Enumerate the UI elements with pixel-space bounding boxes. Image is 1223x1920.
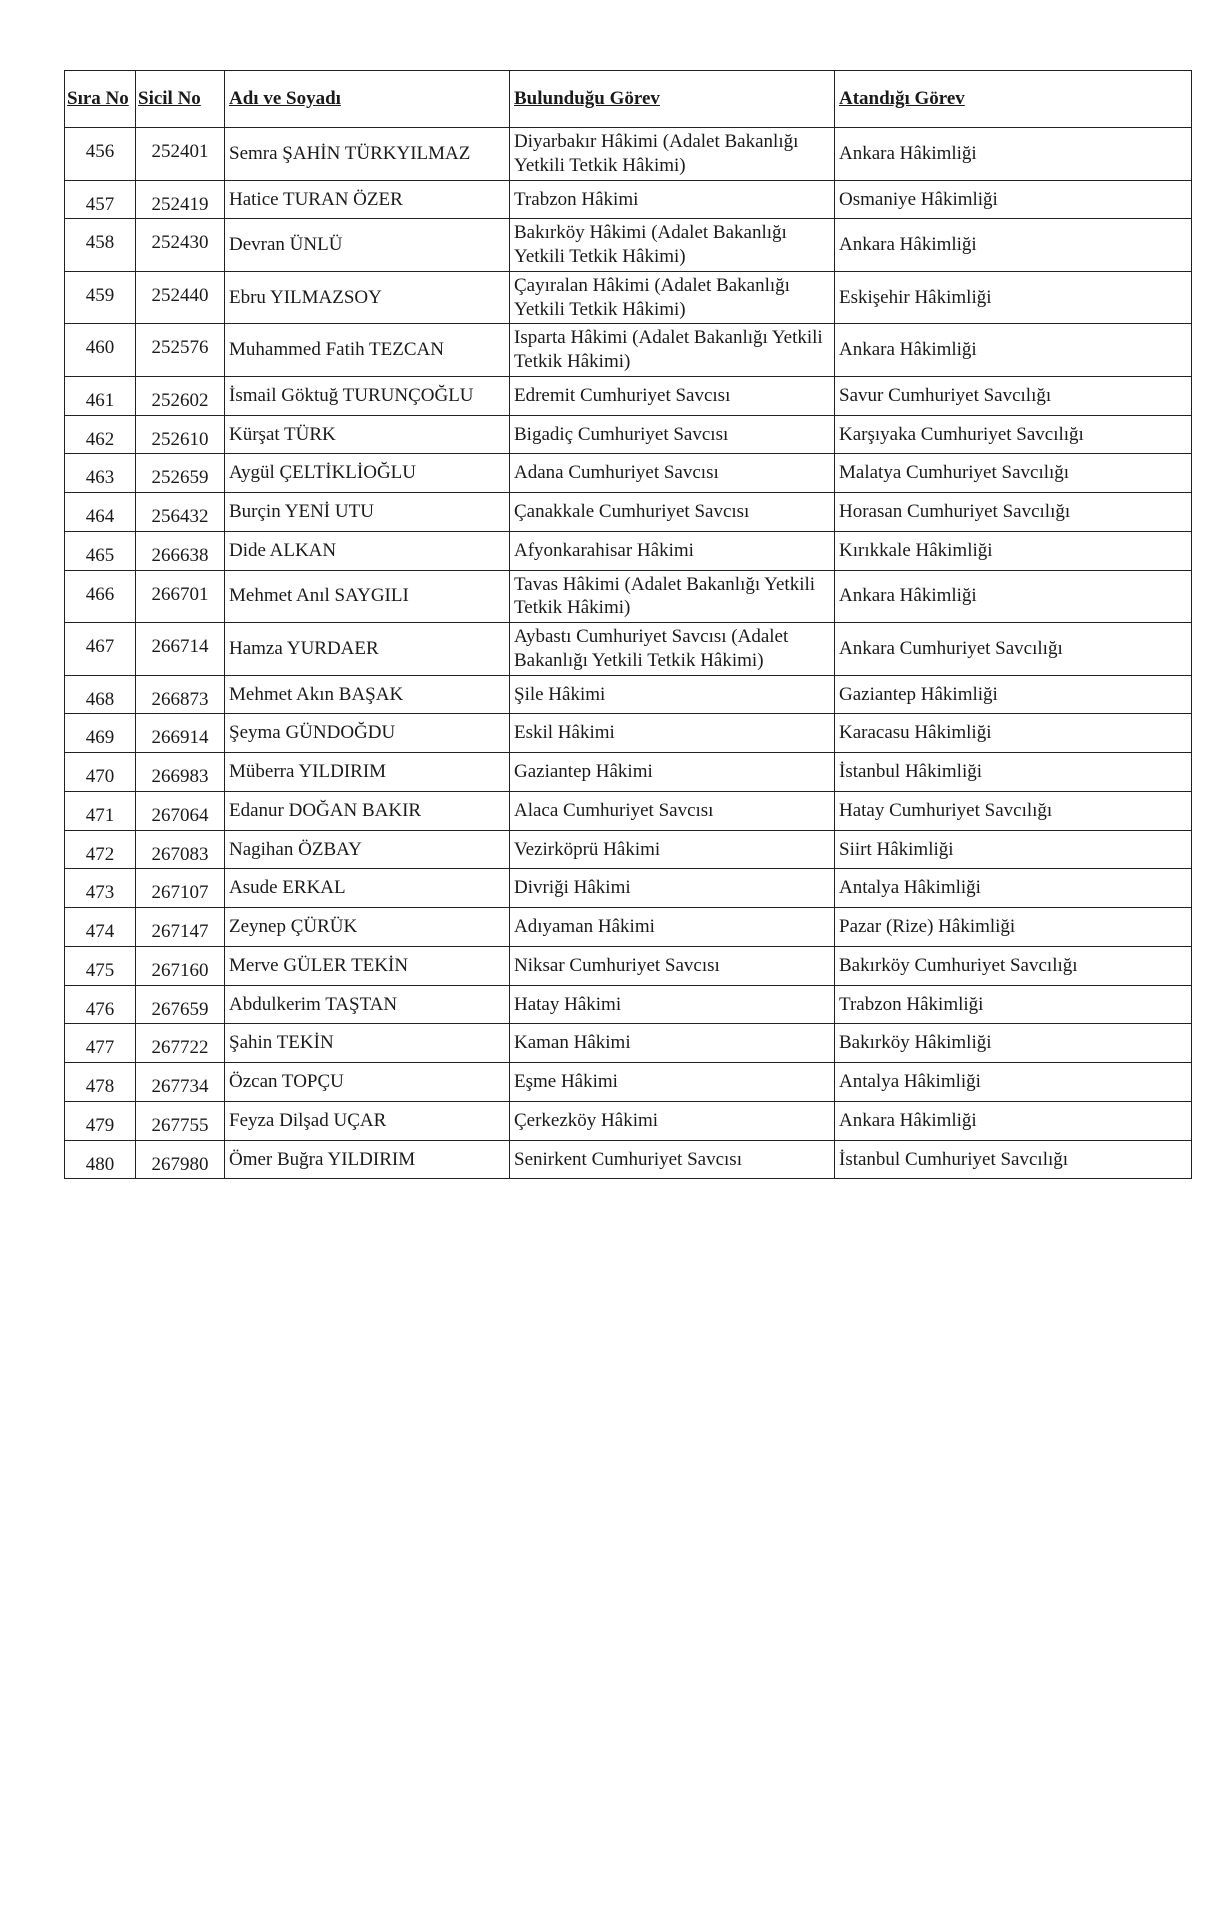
cell-sira-no: 461 bbox=[65, 376, 136, 415]
cell-current-position: Çayıralan Hâkimi (Adalet Bakanlığı Yetkili Tetkik Hâkimi) bbox=[510, 271, 835, 324]
cell-current-position: Kaman Hâkimi bbox=[510, 1024, 835, 1063]
table-row bbox=[65, 753, 1192, 792]
cell-current-position: Eşme Hâkimi bbox=[510, 1063, 835, 1102]
cell-assigned-position: İstanbul Hâkimliği bbox=[835, 753, 1192, 792]
table-row bbox=[65, 219, 1192, 272]
cell-assigned-position: Ankara Hâkimliği bbox=[835, 570, 1192, 623]
cell-sira-no: 462 bbox=[65, 415, 136, 454]
table-row bbox=[65, 985, 1192, 1024]
cell-sira-no: 464 bbox=[65, 493, 136, 532]
cell-sira-no: 471 bbox=[65, 791, 136, 830]
cell-assigned-position: Osmaniye Hâkimliği bbox=[835, 180, 1192, 219]
header-assigned-position: Atandığı Görev bbox=[835, 71, 1192, 128]
cell-sicil-no: 266701 bbox=[136, 570, 225, 623]
cell-current-position: Bigadiç Cumhuriyet Savcısı bbox=[510, 415, 835, 454]
cell-current-position: Afyonkarahisar Hâkimi bbox=[510, 531, 835, 570]
cell-assigned-position: Eskişehir Hâkimliği bbox=[835, 271, 1192, 324]
cell-current-position: Aybastı Cumhuriyet Savcısı (Adalet Bakanlığı Yetkili Tetkik Hâkimi) bbox=[510, 623, 835, 676]
cell-name: Nagihan ÖZBAY bbox=[225, 830, 510, 869]
table-row bbox=[65, 454, 1192, 493]
cell-assigned-position: Malatya Cumhuriyet Savcılığı bbox=[835, 454, 1192, 493]
cell-current-position: Gaziantep Hâkimi bbox=[510, 753, 835, 792]
cell-sicil-no: 252659 bbox=[136, 454, 225, 493]
cell-sira-no: 463 bbox=[65, 454, 136, 493]
table-row bbox=[65, 1101, 1192, 1140]
cell-assigned-position: İstanbul Cumhuriyet Savcılığı bbox=[835, 1140, 1192, 1179]
cell-assigned-position: Bakırköy Hâkimliği bbox=[835, 1024, 1192, 1063]
cell-sicil-no: 266714 bbox=[136, 623, 225, 676]
cell-sicil-no: 266914 bbox=[136, 714, 225, 753]
table-row bbox=[65, 415, 1192, 454]
cell-current-position: Diyarbakır Hâkimi (Adalet Bakanlığı Yetkili Tetkik Hâkimi) bbox=[510, 128, 835, 181]
cell-sira-no: 467 bbox=[65, 623, 136, 676]
table-row bbox=[65, 946, 1192, 985]
table-row bbox=[65, 376, 1192, 415]
cell-assigned-position: Savur Cumhuriyet Savcılığı bbox=[835, 376, 1192, 415]
cell-sicil-no: 266983 bbox=[136, 753, 225, 792]
cell-assigned-position: Bakırköy Cumhuriyet Savcılığı bbox=[835, 946, 1192, 985]
cell-sicil-no: 256432 bbox=[136, 493, 225, 532]
cell-name: Aygül ÇELTİKLİOĞLU bbox=[225, 454, 510, 493]
cell-sicil-no: 266638 bbox=[136, 531, 225, 570]
cell-sicil-no: 252602 bbox=[136, 376, 225, 415]
cell-sicil-no: 267083 bbox=[136, 830, 225, 869]
cell-sira-no: 469 bbox=[65, 714, 136, 753]
cell-current-position: Şile Hâkimi bbox=[510, 675, 835, 714]
table-row bbox=[65, 830, 1192, 869]
cell-current-position: Senirkent Cumhuriyet Savcısı bbox=[510, 1140, 835, 1179]
cell-sira-no: 466 bbox=[65, 570, 136, 623]
cell-name: Şahin TEKİN bbox=[225, 1024, 510, 1063]
cell-assigned-position: Trabzon Hâkimliği bbox=[835, 985, 1192, 1024]
table-row bbox=[65, 271, 1192, 324]
cell-sicil-no: 267147 bbox=[136, 908, 225, 947]
cell-name: Ömer Buğra YILDIRIM bbox=[225, 1140, 510, 1179]
table-row bbox=[65, 493, 1192, 532]
table-row bbox=[65, 180, 1192, 219]
cell-current-position: Adıyaman Hâkimi bbox=[510, 908, 835, 947]
table-row bbox=[65, 1024, 1192, 1063]
cell-current-position: Tavas Hâkimi (Adalet Bakanlığı Yetkili Tetkik Hâkimi) bbox=[510, 570, 835, 623]
header-name: Adı ve Soyadı bbox=[225, 71, 510, 128]
table-row bbox=[65, 791, 1192, 830]
table-row bbox=[65, 714, 1192, 753]
cell-sicil-no: 252419 bbox=[136, 180, 225, 219]
cell-current-position: Adana Cumhuriyet Savcısı bbox=[510, 454, 835, 493]
cell-name: Kürşat TÜRK bbox=[225, 415, 510, 454]
cell-name: Mehmet Akın BAŞAK bbox=[225, 675, 510, 714]
cell-sicil-no: 252430 bbox=[136, 219, 225, 272]
cell-current-position: Niksar Cumhuriyet Savcısı bbox=[510, 946, 835, 985]
cell-current-position: Trabzon Hâkimi bbox=[510, 180, 835, 219]
cell-sicil-no: 267107 bbox=[136, 869, 225, 908]
table-row bbox=[65, 908, 1192, 947]
cell-assigned-position: Ankara Hâkimliği bbox=[835, 324, 1192, 377]
header-row bbox=[65, 71, 1192, 128]
cell-sicil-no: 266873 bbox=[136, 675, 225, 714]
cell-sicil-no: 267064 bbox=[136, 791, 225, 830]
cell-sira-no: 456 bbox=[65, 128, 136, 181]
cell-assigned-position: Hatay Cumhuriyet Savcılığı bbox=[835, 791, 1192, 830]
cell-sicil-no: 267755 bbox=[136, 1101, 225, 1140]
cell-name: Dide ALKAN bbox=[225, 531, 510, 570]
cell-name: Müberra YILDIRIM bbox=[225, 753, 510, 792]
cell-sira-no: 468 bbox=[65, 675, 136, 714]
cell-name: Merve GÜLER TEKİN bbox=[225, 946, 510, 985]
cell-current-position: Edremit Cumhuriyet Savcısı bbox=[510, 376, 835, 415]
cell-name: Özcan TOPÇU bbox=[225, 1063, 510, 1102]
cell-sira-no: 480 bbox=[65, 1140, 136, 1179]
cell-sicil-no: 267734 bbox=[136, 1063, 225, 1102]
cell-name: Burçin YENİ UTU bbox=[225, 493, 510, 532]
cell-assigned-position: Ankara Hâkimliği bbox=[835, 1101, 1192, 1140]
cell-name: Abdulkerim TAŞTAN bbox=[225, 985, 510, 1024]
cell-sicil-no: 252401 bbox=[136, 128, 225, 181]
cell-current-position: Alaca Cumhuriyet Savcısı bbox=[510, 791, 835, 830]
cell-name: Muhammed Fatih TEZCAN bbox=[225, 324, 510, 377]
cell-name: İsmail Göktuğ TURUNÇOĞLU bbox=[225, 376, 510, 415]
table-row bbox=[65, 324, 1192, 377]
cell-assigned-position: Pazar (Rize) Hâkimliği bbox=[835, 908, 1192, 947]
cell-name: Hamza YURDAER bbox=[225, 623, 510, 676]
cell-sira-no: 457 bbox=[65, 180, 136, 219]
cell-sira-no: 474 bbox=[65, 908, 136, 947]
cell-assigned-position: Gaziantep Hâkimliği bbox=[835, 675, 1192, 714]
cell-assigned-position: Horasan Cumhuriyet Savcılığı bbox=[835, 493, 1192, 532]
cell-assigned-position: Kırıkkale Hâkimliği bbox=[835, 531, 1192, 570]
table-row bbox=[65, 531, 1192, 570]
cell-assigned-position: Ankara Hâkimliği bbox=[835, 128, 1192, 181]
cell-name: Zeynep ÇÜRÜK bbox=[225, 908, 510, 947]
cell-sicil-no: 267160 bbox=[136, 946, 225, 985]
cell-current-position: Divriği Hâkimi bbox=[510, 869, 835, 908]
table-row bbox=[65, 1140, 1192, 1179]
cell-current-position: Çerkezköy Hâkimi bbox=[510, 1101, 835, 1140]
cell-sira-no: 470 bbox=[65, 753, 136, 792]
table-row bbox=[65, 869, 1192, 908]
cell-assigned-position: Antalya Hâkimliği bbox=[835, 869, 1192, 908]
cell-name: Mehmet Anıl SAYGILI bbox=[225, 570, 510, 623]
cell-assigned-position: Ankara Hâkimliği bbox=[835, 219, 1192, 272]
cell-name: Asude ERKAL bbox=[225, 869, 510, 908]
cell-sira-no: 473 bbox=[65, 869, 136, 908]
appointment-table bbox=[64, 70, 1192, 1179]
cell-assigned-position: Karşıyaka Cumhuriyet Savcılığı bbox=[835, 415, 1192, 454]
table-row bbox=[65, 128, 1192, 181]
cell-assigned-position: Ankara Cumhuriyet Savcılığı bbox=[835, 623, 1192, 676]
header-current-position: Bulunduğu Görev bbox=[510, 71, 835, 128]
cell-current-position: Bakırköy Hâkimi (Adalet Bakanlığı Yetkili Tetkik Hâkimi) bbox=[510, 219, 835, 272]
cell-sicil-no: 267659 bbox=[136, 985, 225, 1024]
cell-sira-no: 477 bbox=[65, 1024, 136, 1063]
cell-sira-no: 460 bbox=[65, 324, 136, 377]
cell-sira-no: 459 bbox=[65, 271, 136, 324]
cell-current-position: Vezirköprü Hâkimi bbox=[510, 830, 835, 869]
table-row bbox=[65, 675, 1192, 714]
cell-sira-no: 465 bbox=[65, 531, 136, 570]
cell-sira-no: 476 bbox=[65, 985, 136, 1024]
cell-name: Şeyma GÜNDOĞDU bbox=[225, 714, 510, 753]
cell-name: Hatice TURAN ÖZER bbox=[225, 180, 510, 219]
cell-sira-no: 475 bbox=[65, 946, 136, 985]
cell-name: Semra ŞAHİN TÜRKYILMAZ bbox=[225, 128, 510, 181]
cell-current-position: Eskil Hâkimi bbox=[510, 714, 835, 753]
cell-current-position: Isparta Hâkimi (Adalet Bakanlığı Yetkili Tetkik Hâkimi) bbox=[510, 324, 835, 377]
cell-sicil-no: 252440 bbox=[136, 271, 225, 324]
cell-current-position: Çanakkale Cumhuriyet Savcısı bbox=[510, 493, 835, 532]
header-sicil-no: Sicil No bbox=[136, 71, 225, 128]
cell-name: Feyza Dilşad UÇAR bbox=[225, 1101, 510, 1140]
cell-sira-no: 478 bbox=[65, 1063, 136, 1102]
table-row bbox=[65, 570, 1192, 623]
cell-sira-no: 472 bbox=[65, 830, 136, 869]
cell-assigned-position: Antalya Hâkimliği bbox=[835, 1063, 1192, 1102]
cell-sira-no: 479 bbox=[65, 1101, 136, 1140]
cell-name: Devran ÜNLÜ bbox=[225, 219, 510, 272]
cell-sicil-no: 252576 bbox=[136, 324, 225, 377]
cell-assigned-position: Karacasu Hâkimliği bbox=[835, 714, 1192, 753]
cell-current-position: Hatay Hâkimi bbox=[510, 985, 835, 1024]
cell-name: Ebru YILMAZSOY bbox=[225, 271, 510, 324]
cell-name: Edanur DOĞAN BAKIR bbox=[225, 791, 510, 830]
cell-sira-no: 458 bbox=[65, 219, 136, 272]
cell-sicil-no: 252610 bbox=[136, 415, 225, 454]
table-row bbox=[65, 1063, 1192, 1102]
header-sira-no: Sıra No bbox=[65, 71, 136, 128]
cell-sicil-no: 267722 bbox=[136, 1024, 225, 1063]
table-body bbox=[65, 128, 1192, 1179]
table-row bbox=[65, 623, 1192, 676]
cell-assigned-position: Siirt Hâkimliği bbox=[835, 830, 1192, 869]
cell-sicil-no: 267980 bbox=[136, 1140, 225, 1179]
